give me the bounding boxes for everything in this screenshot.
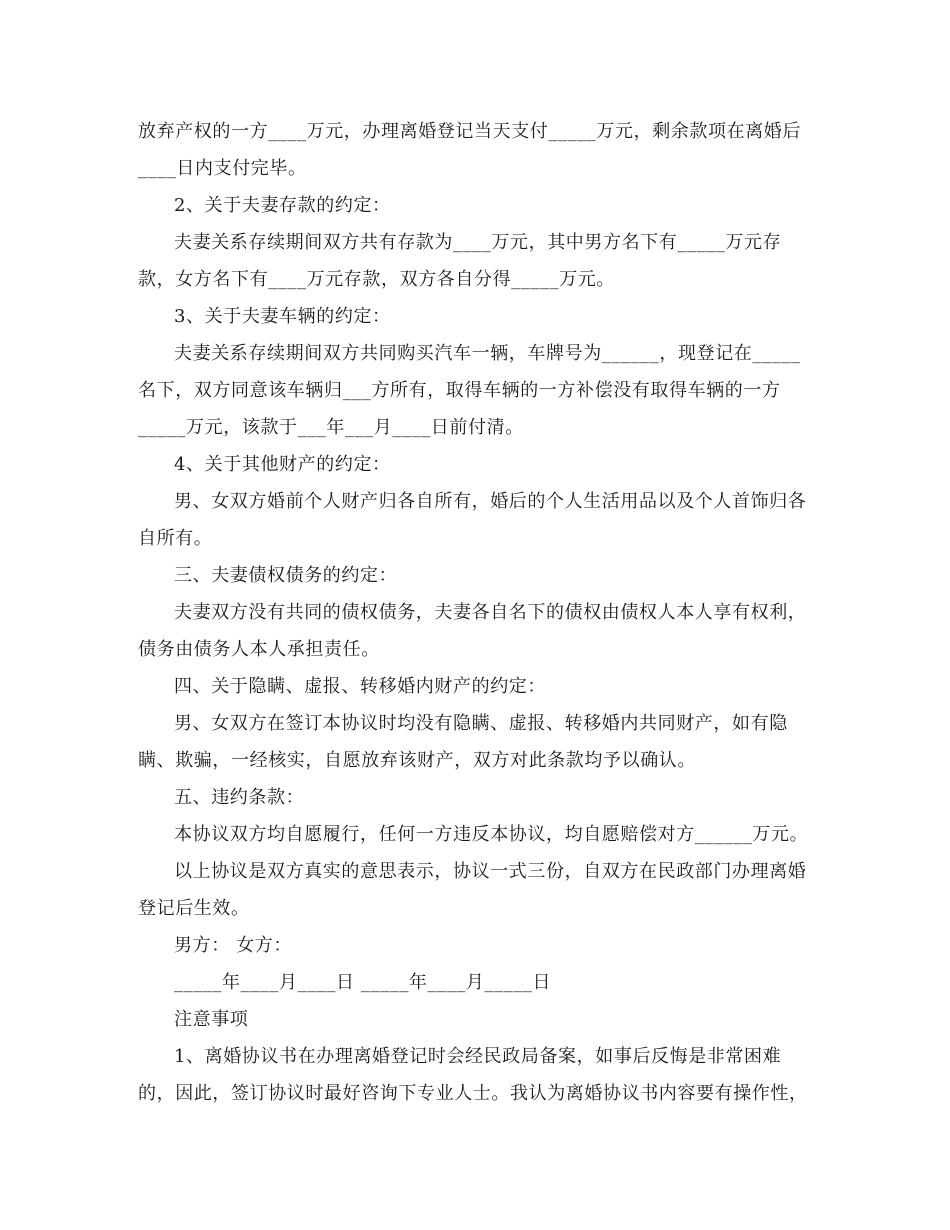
text-line: 瞒、欺骗，一经核实，自愿放弃该财产，双方对此条款均予以确认。 [138, 750, 696, 771]
section-heading: 4、关于其他财产的约定： [174, 454, 391, 475]
section-heading: 四、关于隐瞒、虚报、转移婚内财产的约定： [174, 676, 546, 697]
text-line: 自所有。 [138, 528, 213, 549]
text-line: 夫妻关系存续期间双方共有存款为____万元，其中男方名下有_____万元存 [174, 232, 782, 253]
section-heading: 三、夫妻债权债务的约定： [174, 565, 398, 586]
signature-line: 男方： 女方： [174, 935, 292, 956]
text-line: 男、女双方在签订本协议时均没有隐瞒、虚报、转移婚内共同财产，如有隐 [174, 713, 788, 734]
text-line: 的，因此，签订协议时最好咨询下专业人士。我认为离婚协议书内容要有操作性， [138, 1083, 808, 1104]
text-line: 以上协议是双方真实的意思表示，协议一式三份，自双方在民政部门办理离婚 [174, 861, 807, 882]
section-heading: 五、违约条款： [174, 787, 305, 808]
text-line: 款，女方名下有____万元存款，双方各自分得_____万元。 [138, 269, 615, 290]
text-line: ____日内支付完毕。 [138, 158, 307, 179]
section-heading: 2、关于夫妻存款的约定： [174, 195, 391, 216]
text-line: 名下，双方同意该车辆归___方所有，取得车辆的一方补偿没有取得车辆的一方 [138, 380, 781, 401]
text-line: 放弃产权的一方____万元，办理离婚登记当天支付_____万元，剩余款项在离婚后 [138, 121, 801, 142]
text-line: _____万元，该款于___年___月____日前付清。 [138, 417, 524, 438]
text-line: 夫妻关系存续期间双方共同购买汽车一辆，车牌号为______，现登记在_____ [174, 343, 801, 364]
section-heading: 注意事项 [174, 1009, 249, 1030]
text-line: 本协议双方均自愿履行，任何一方违反本协议，均自愿赔偿对方______万元。 [174, 824, 809, 845]
text-line: 债务由债务人本人承担责任。 [138, 639, 380, 660]
section-heading: 3、关于夫妻车辆的约定： [174, 306, 391, 327]
text-line: 1、离婚协议书在办理离婚登记时会经民政局备案，如事后反悔是非常困难 [174, 1046, 782, 1067]
date-line: _____年____月____日 _____年____月_____日 [174, 972, 552, 993]
text-line: 登记后生效。 [138, 898, 250, 919]
text-line: 夫妻双方没有共同的债权债务，夫妻各自名下的债权由债权人本人享有权利， [174, 602, 807, 623]
text-line: 男、女双方婚前个人财产归各自所有，婚后的个人生活用品以及个人首饰归各 [174, 491, 807, 512]
